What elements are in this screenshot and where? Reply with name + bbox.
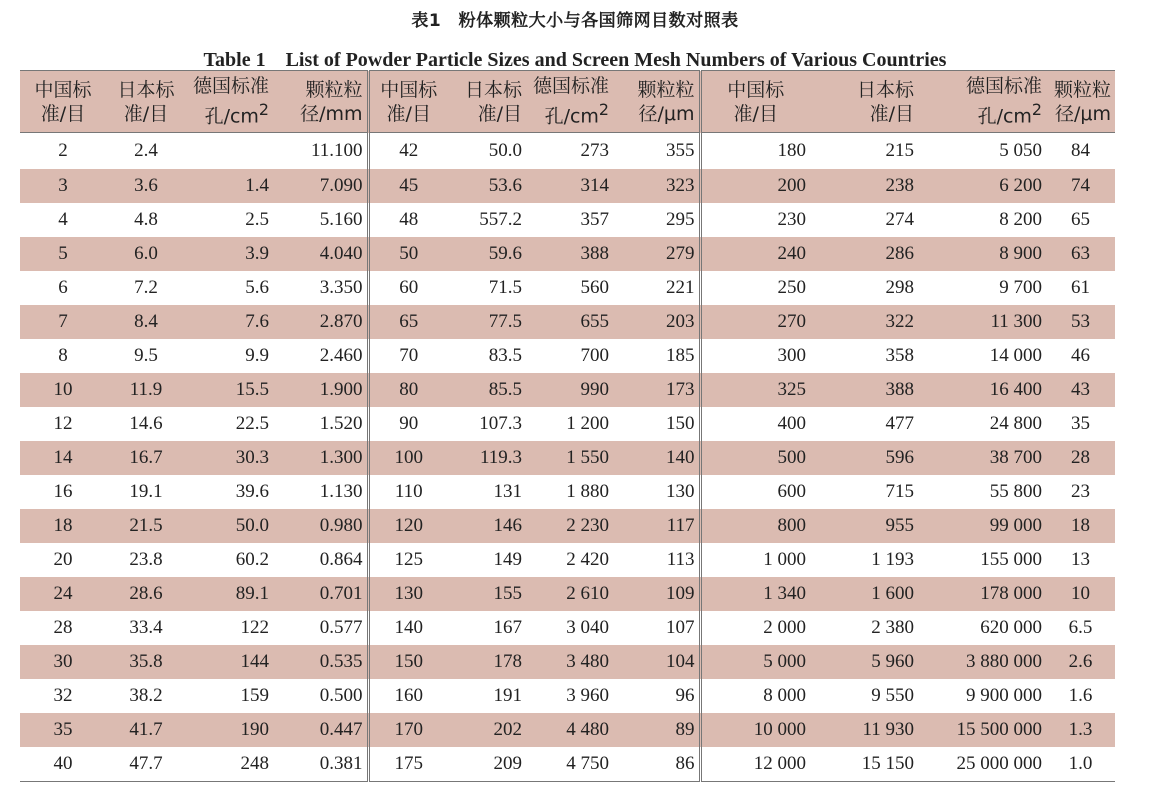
cell-size-mm: 1.900: [273, 373, 368, 407]
table-row: [20, 747, 1115, 781]
cell-size-um: 65: [1071, 209, 1090, 230]
cell-size-mm: 0.500: [273, 679, 368, 713]
cell-cn-mesh: 70: [399, 345, 419, 366]
cell-de-hole: 2 420: [566, 549, 609, 570]
cell-jp-mesh: 358: [885, 345, 914, 366]
cell-de-hole: 6 200: [999, 175, 1042, 196]
cell-de-hole: 3.9: [245, 243, 269, 264]
cell-de-hole: 89.1: [235, 583, 269, 604]
cell-de-hole: 9 700: [999, 277, 1042, 298]
cell-size-um: 89: [613, 713, 700, 747]
header-cn-mesh: 中国标 准/目: [368, 71, 448, 133]
cell-cn-mesh: 8: [58, 345, 68, 366]
cell-de-hole: 8 200: [999, 209, 1042, 230]
cell-size-um: 43: [1071, 379, 1090, 400]
cell-size-um: 323: [613, 169, 700, 203]
table-row: [20, 713, 1115, 747]
cell-jp-mesh: 215: [885, 140, 914, 161]
cell-size-mm: 0.535: [273, 645, 368, 679]
cell-cn-mesh: 24: [53, 583, 73, 604]
table-row: [20, 305, 1115, 339]
cell-jp-mesh: 149: [493, 549, 522, 570]
header-de-hole: 德国标准 孔$/cm^2$: [186, 71, 273, 133]
cell-jp-mesh: 238: [885, 175, 914, 196]
cell-cn-mesh: 2: [58, 140, 68, 161]
header-cn-mesh: 中国标 准/目: [20, 71, 106, 133]
cell-de-hole: 16 400: [989, 379, 1042, 400]
cell-jp-mesh: 8.4: [134, 311, 158, 332]
cell-jp-mesh: 388: [885, 379, 914, 400]
cell-size-um: 10: [1071, 583, 1090, 604]
cell-size-um: 295: [613, 203, 700, 237]
cell-jp-mesh: 2 380: [871, 617, 914, 638]
cell-size-um: 13: [1071, 549, 1090, 570]
cell-cn-mesh: 4: [58, 209, 68, 230]
cell-de-hole: 4 750: [526, 747, 613, 781]
cell-de-hole: 159: [240, 685, 269, 706]
cell-jp-mesh: 596: [885, 447, 914, 468]
cell-jp-mesh: 298: [885, 277, 914, 298]
cell-size-um: 84: [1071, 140, 1090, 161]
cell-de-hole: 144: [240, 651, 269, 672]
cell-cn-mesh: 12 000: [700, 747, 810, 781]
cell-de-hole: 60.2: [235, 549, 269, 570]
cell-jp-mesh: 53.6: [488, 175, 522, 196]
cell-cn-mesh: 150: [394, 651, 423, 672]
table-title-english: Table 1 List of Powder Particle Sizes and Screen Mesh Numbers of Various Countries: [203, 49, 947, 71]
cell-jp-mesh: 209: [448, 747, 526, 781]
cell-cn-mesh: 28: [53, 617, 73, 638]
cell-de-hole: 560: [580, 277, 609, 298]
cell-de-hole: 25 000 000: [918, 747, 1046, 781]
cell-jp-mesh: 202: [493, 719, 522, 740]
cell-de-hole: 15.5: [235, 379, 269, 400]
cell-size-mm: 1.300: [273, 441, 368, 475]
table-row: [20, 237, 1115, 271]
cell-de-hole: 178 000: [980, 583, 1042, 604]
cell-size-um: 113: [613, 543, 700, 577]
cell-de-hole: 122: [240, 617, 269, 638]
cell-jp-mesh: 5 960: [871, 651, 914, 672]
table-row: [20, 645, 1115, 679]
cell-cn-mesh: 5 000: [763, 651, 806, 672]
cell-cn-mesh: 80: [399, 379, 419, 400]
cell-jp-mesh: 155: [493, 583, 522, 604]
cell-jp-mesh: 38.2: [129, 685, 163, 706]
cell-size-um: 53: [1071, 311, 1090, 332]
cell-de-hole: 655: [580, 311, 609, 332]
cell-size-um: 18: [1071, 515, 1090, 536]
table-row: [20, 611, 1115, 645]
cell-jp-mesh: 59.6: [488, 243, 522, 264]
cell-cn-mesh: 42: [399, 140, 419, 161]
header-size-um: 颗粒粒 径/μm: [1046, 71, 1115, 133]
cell-jp-mesh: 955: [885, 515, 914, 536]
cell-jp-mesh: 15 150: [810, 747, 918, 781]
cell-de-hole: 3 040: [566, 617, 609, 638]
cell-de-hole: 314: [580, 175, 609, 196]
cell-size-um: 203: [613, 305, 700, 339]
cell-de-hole: 9.9: [245, 345, 269, 366]
cell-cn-mesh: 120: [394, 515, 423, 536]
cell-jp-mesh: 4.8: [134, 209, 158, 230]
cell-cn-mesh: 40: [20, 747, 106, 781]
cell-de-hole: 155 000: [980, 549, 1042, 570]
cell-jp-mesh: 7.2: [134, 277, 158, 298]
header-de-hole: 德国标准 孔$/cm^2$: [526, 71, 613, 133]
cell-size-um: 279: [613, 237, 700, 271]
cell-cn-mesh: 6: [58, 277, 68, 298]
cell-cn-mesh: 100: [394, 447, 423, 468]
cell-size-um: 104: [613, 645, 700, 679]
cell-size-um: 355: [613, 133, 700, 170]
cell-de-hole: 15 500 000: [956, 719, 1042, 740]
cell-de-hole: 1 550: [566, 447, 609, 468]
cell-de-hole: 8 900: [999, 243, 1042, 264]
cell-jp-mesh: 557.2: [479, 209, 522, 230]
cell-cn-mesh: 175: [368, 747, 448, 781]
header-size-mm: 颗粒粒 径/mm: [273, 71, 368, 133]
cell-cn-mesh: 14: [53, 447, 73, 468]
cell-size-um: 46: [1071, 345, 1090, 366]
cell-jp-mesh: 286: [885, 243, 914, 264]
header-jp-mesh: 日本标 准/目: [448, 71, 526, 133]
cell-size-um: 173: [613, 373, 700, 407]
cell-size-um: 130: [613, 475, 700, 509]
cell-cn-mesh: 170: [394, 719, 423, 740]
table-row: [20, 543, 1115, 577]
cell-cn-mesh: 300: [777, 345, 806, 366]
table-row: [20, 169, 1115, 203]
table-row: [20, 133, 1115, 170]
cell-de-hole: 388: [580, 243, 609, 264]
table-row: [20, 679, 1115, 713]
cell-jp-mesh: 322: [885, 311, 914, 332]
header-jp-mesh: 日本标 准/目: [106, 71, 186, 133]
cell-jp-mesh: 33.4: [129, 617, 163, 638]
header-de-hole: 德国标准 孔$/cm^2$: [918, 71, 1046, 133]
cell-cn-mesh: 230: [777, 209, 806, 230]
cell-jp-mesh: 477: [885, 413, 914, 434]
cell-de-hole: 3 480: [566, 651, 609, 672]
cell-de-hole: 22.5: [235, 413, 269, 434]
cell-de-hole: 1 200: [566, 413, 609, 434]
table-row: [20, 475, 1115, 509]
cell-jp-mesh: 191: [493, 685, 522, 706]
cell-jp-mesh: 119.3: [479, 447, 522, 468]
cell-de-hole: 1 880: [566, 481, 609, 502]
cell-size-mm: 2.870: [273, 305, 368, 339]
cell-cn-mesh: 270: [777, 311, 806, 332]
cell-size-mm: 5.160: [273, 203, 368, 237]
cell-jp-mesh: 19.1: [129, 481, 163, 502]
cell-jp-mesh: 9.5: [134, 345, 158, 366]
cell-de-hole: 248: [186, 747, 273, 781]
cell-jp-mesh: 274: [885, 209, 914, 230]
header-size-um: 颗粒粒 径/μm: [613, 71, 700, 133]
cell-de-hole: 700: [580, 345, 609, 366]
cell-cn-mesh: 10 000: [753, 719, 806, 740]
cell-size-um: 140: [613, 441, 700, 475]
cell-jp-mesh: 41.7: [129, 719, 163, 740]
cell-cn-mesh: 200: [777, 175, 806, 196]
cell-jp-mesh: 23.8: [129, 549, 163, 570]
cell-size-mm: 3.350: [273, 271, 368, 305]
cell-cn-mesh: 5: [58, 243, 68, 264]
table-row: [20, 271, 1115, 305]
cell-size-mm: 11.100: [273, 133, 368, 170]
cell-de-hole: 2 230: [566, 515, 609, 536]
cell-de-hole: 7.6: [245, 311, 269, 332]
cell-size-um: 35: [1071, 413, 1090, 434]
cell-size-mm: 7.090: [273, 169, 368, 203]
cell-cn-mesh: 32: [53, 685, 73, 706]
cell-cn-mesh: 7: [58, 311, 68, 332]
cell-cn-mesh: 35: [53, 719, 73, 740]
cell-cn-mesh: 2 000: [763, 617, 806, 638]
cell-de-hole: 11 300: [990, 311, 1042, 332]
cell-size-mm: 0.701: [273, 577, 368, 611]
cell-jp-mesh: 1 600: [871, 583, 914, 604]
cell-size-mm: 1.130: [273, 475, 368, 509]
cell-size-mm: 4.040: [273, 237, 368, 271]
cell-de-hole: 24 800: [989, 413, 1042, 434]
cell-de-hole: 38 700: [989, 447, 1042, 468]
cell-cn-mesh: 90: [399, 413, 419, 434]
mesh-comparison-table: [20, 70, 1115, 782]
cell-jp-mesh: 107.3: [479, 413, 522, 434]
cell-size-um: 2.6: [1068, 651, 1093, 672]
header-jp-mesh: 日本标 准/目: [810, 71, 918, 133]
cell-jp-mesh: 6.0: [134, 243, 158, 264]
cell-jp-mesh: 131: [493, 481, 522, 502]
cell-cn-mesh: 65: [399, 311, 419, 332]
cell-size-um: 74: [1071, 175, 1090, 196]
cell-de-hole: 39.6: [235, 481, 269, 502]
table-row: [20, 509, 1115, 543]
cell-de-hole: 3 880 000: [966, 651, 1042, 672]
cell-jp-mesh: 83.5: [488, 345, 522, 366]
cell-cn-mesh: 800: [777, 515, 806, 536]
cell-de-hole: 990: [580, 379, 609, 400]
cell-jp-mesh: 85.5: [488, 379, 522, 400]
cell-cn-mesh: 1 340: [763, 583, 806, 604]
cell-jp-mesh: 2.4: [134, 140, 158, 161]
cell-cn-mesh: 30: [53, 651, 73, 672]
cell-jp-mesh: 28.6: [129, 583, 163, 604]
cell-de-hole: 30.3: [235, 447, 269, 468]
table-row: [20, 577, 1115, 611]
cell-de-hole: 2.5: [245, 209, 269, 230]
cell-jp-mesh: 3.6: [134, 175, 158, 196]
cell-size-um: 1.3: [1068, 719, 1093, 740]
cell-size-um: 150: [613, 407, 700, 441]
cell-jp-mesh: 11 930: [862, 719, 914, 740]
cell-jp-mesh: 715: [885, 481, 914, 502]
cell-cn-mesh: 400: [777, 413, 806, 434]
cell-cn-mesh: 1 000: [763, 549, 806, 570]
cell-de-hole: 55 800: [989, 481, 1042, 502]
cell-cn-mesh: 500: [777, 447, 806, 468]
cell-cn-mesh: 180: [777, 140, 806, 161]
cell-cn-mesh: 8 000: [763, 685, 806, 706]
cell-size-um: 96: [613, 679, 700, 713]
cell-jp-mesh: 167: [493, 617, 522, 638]
cell-de-hole: 3 960: [566, 685, 609, 706]
cell-jp-mesh: 77.5: [488, 311, 522, 332]
cell-size-um: 6.5: [1068, 617, 1093, 638]
table-row: [20, 339, 1115, 373]
cell-de-hole: [186, 133, 273, 170]
cell-jp-mesh: 9 550: [871, 685, 914, 706]
cell-de-hole: 99 000: [989, 515, 1042, 536]
header-row: [20, 71, 1115, 133]
cell-cn-mesh: 140: [394, 617, 423, 638]
cell-size-um: 1.0: [1046, 747, 1115, 781]
cell-cn-mesh: 600: [777, 481, 806, 502]
cell-jp-mesh: 21.5: [129, 515, 163, 536]
cell-de-hole: 2 610: [566, 583, 609, 604]
cell-size-um: 221: [613, 271, 700, 305]
cell-de-hole: 14 000: [989, 345, 1042, 366]
cell-jp-mesh: 1 193: [871, 549, 914, 570]
cell-cn-mesh: 20: [53, 549, 73, 570]
cell-de-hole: 9 900 000: [966, 685, 1042, 706]
cell-de-hole: 190: [240, 719, 269, 740]
cell-jp-mesh: 35.8: [129, 651, 163, 672]
cell-jp-mesh: 50.0: [488, 140, 522, 161]
cell-size-um: 61: [1071, 277, 1090, 298]
cell-size-um: 185: [613, 339, 700, 373]
cell-jp-mesh: 178: [493, 651, 522, 672]
cell-cn-mesh: 10: [53, 379, 73, 400]
cell-cn-mesh: 12: [53, 413, 73, 434]
cell-de-hole: 5 050: [999, 140, 1042, 161]
cell-size-mm: 0.447: [273, 713, 368, 747]
table-body: [20, 133, 1115, 782]
cell-cn-mesh: 325: [777, 379, 806, 400]
cell-cn-mesh: 110: [394, 481, 423, 502]
table-title-chinese: 表1 粉体颗粒大小与各国筛网目数对照表: [411, 11, 739, 31]
cell-size-um: 109: [613, 577, 700, 611]
table-row: [20, 441, 1115, 475]
cell-de-hole: 4 480: [566, 719, 609, 740]
cell-cn-mesh: 60: [399, 277, 419, 298]
table-row: [20, 373, 1115, 407]
cell-cn-mesh: 240: [777, 243, 806, 264]
cell-size-mm: 0.577: [273, 611, 368, 645]
cell-jp-mesh: 71.5: [488, 277, 522, 298]
cell-size-um: 1.6: [1068, 685, 1093, 706]
cell-jp-mesh: 47.7: [106, 747, 186, 781]
cell-size-mm: 1.520: [273, 407, 368, 441]
cell-size-um: 107: [613, 611, 700, 645]
cell-cn-mesh: 3: [58, 175, 68, 196]
cell-jp-mesh: 16.7: [129, 447, 163, 468]
cell-cn-mesh: 50: [399, 243, 419, 264]
cell-cn-mesh: 45: [399, 175, 419, 196]
cell-size-um: 63: [1071, 243, 1090, 264]
header-cn-mesh: 中国标 准/目: [700, 71, 810, 133]
cell-jp-mesh: 11.9: [129, 379, 163, 400]
cell-size-mm: 0.980: [273, 509, 368, 543]
cell-de-hole: 273: [580, 140, 609, 161]
cell-de-hole: 620 000: [980, 617, 1042, 638]
cell-de-hole: 1.4: [245, 175, 269, 196]
cell-cn-mesh: 125: [394, 549, 423, 570]
cell-de-hole: 5.6: [245, 277, 269, 298]
cell-size-um: 117: [613, 509, 700, 543]
cell-jp-mesh: 146: [493, 515, 522, 536]
cell-size-um: 23: [1071, 481, 1090, 502]
cell-de-hole: 50.0: [235, 515, 269, 536]
cell-size-mm: 2.460: [273, 339, 368, 373]
cell-cn-mesh: 160: [394, 685, 423, 706]
table-row: [20, 203, 1115, 237]
cell-size-mm: 0.864: [273, 543, 368, 577]
cell-size-um: 28: [1071, 447, 1090, 468]
cell-cn-mesh: 130: [394, 583, 423, 604]
table-row: [20, 407, 1115, 441]
cell-size-um: 86: [613, 747, 700, 781]
cell-cn-mesh: 16: [53, 481, 73, 502]
cell-size-mm: 0.381: [273, 747, 368, 781]
cell-de-hole: 357: [580, 209, 609, 230]
cell-jp-mesh: 14.6: [129, 413, 163, 434]
cell-cn-mesh: 48: [399, 209, 419, 230]
cell-cn-mesh: 250: [777, 277, 806, 298]
cell-cn-mesh: 18: [53, 515, 73, 536]
